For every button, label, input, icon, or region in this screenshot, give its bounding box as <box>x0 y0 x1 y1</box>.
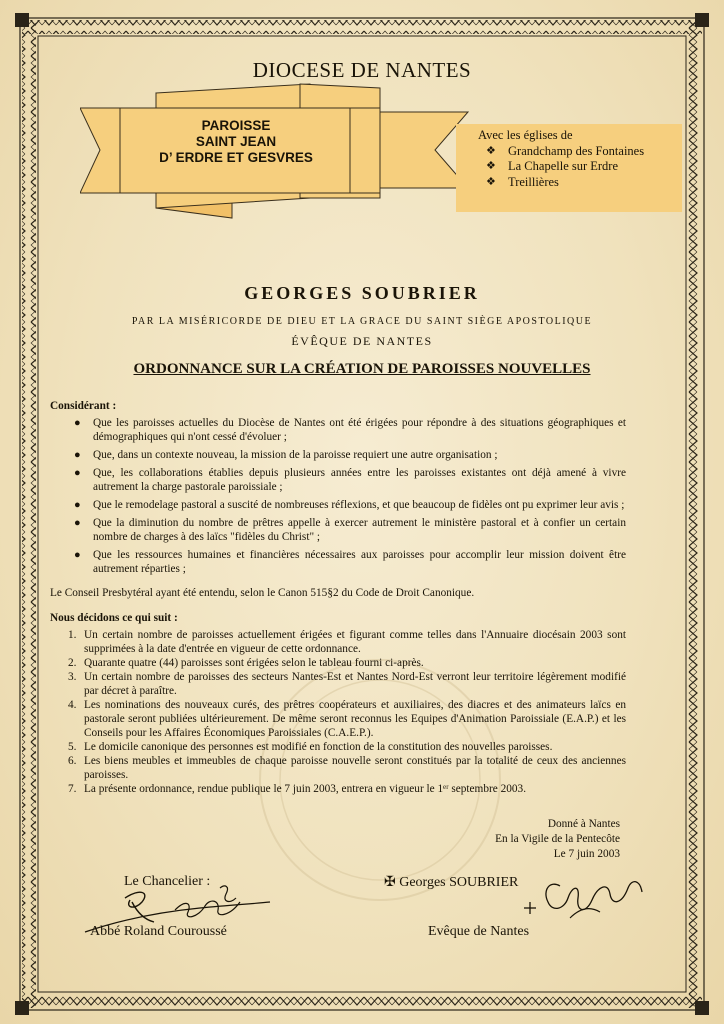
closing-line: Le 7 juin 2003 <box>553 848 620 860</box>
church-name: Grandchamp des Fontaines <box>508 143 645 158</box>
decision-item <box>50 628 626 656</box>
decision-item <box>50 754 626 782</box>
decision-number: 6. <box>68 755 77 767</box>
church-item <box>486 159 682 175</box>
consideration-text: Que le remodelage pastoral a suscité de nombreuses réflexions, et que beaucoup de fidèles ont pu exprimer leur avis ; <box>93 499 625 511</box>
bullet-icon: ● <box>74 499 81 511</box>
considerations-list <box>50 416 626 576</box>
church-name: La Chapelle sur Erdre <box>508 159 619 173</box>
bullet-icon: ● <box>74 417 81 429</box>
diamond-cluster-icon: ❖ <box>486 175 496 188</box>
churches-list <box>456 144 682 191</box>
parish-line: D’ ERDRE ET GESVRES <box>159 150 313 165</box>
bishop-subtitle: PAR LA MISÉRICORDE DE DIEU ET LA GRACE DU SAINT SIÈGE APOSTOLIQUE <box>131 316 593 327</box>
decision-number: 4. <box>68 699 77 711</box>
decision-item <box>50 670 626 698</box>
considerant-label: Considérant : <box>50 400 117 412</box>
decision-item <box>50 698 626 740</box>
parish-line: PAROISSE <box>201 118 271 133</box>
decision-text: Les nominations des nouveaux curés, des prêtres coopérateurs et auxiliaires, des diacres et des animateurs laïcs en pastorale seront publiées ultérieurement. De même seront reconnus les Equipes d'Animation Paroissiale (E.A.P.) et les Conseils pour les Affaires Économiques Paroissiales (C.A.E.P.). <box>84 699 626 739</box>
church-item <box>486 144 682 160</box>
consideration-item <box>50 516 626 544</box>
decision-number: 5. <box>68 741 77 753</box>
consideration-item <box>50 548 626 576</box>
consideration-text: Que, les collaborations établies depuis plusieurs années entre les paroisses existantes ont déjà amené à vivre autrement la charge pastorale paroissiale ; <box>93 467 626 493</box>
bishop-signature-label: ✠ Georges SOUBRIER <box>384 875 519 890</box>
bullet-icon: ● <box>74 517 81 529</box>
church-item <box>486 175 682 191</box>
consideration-item <box>50 498 626 512</box>
churches-heading: Avec les églises de <box>478 128 573 142</box>
chancelier-signature <box>80 880 280 940</box>
decision-number: 3. <box>68 671 77 683</box>
closing-block <box>495 817 620 862</box>
churches-box <box>456 124 682 212</box>
bullet-icon: ● <box>74 449 81 461</box>
consideration-text: Que la diminution du nombre de prêtres appelle à exercer autrement le ministère pastoral et à confier un certain nombre de charges à des laïcs "fidèles du Christ" ; <box>93 517 626 543</box>
consideration-item <box>50 466 626 494</box>
decision-text: La présente ordonnance, rendue publique le 7 juin 2003, entrera en vigueur le 1ᵉʳ septembre 2003. <box>84 783 527 795</box>
church-name: Treillières <box>508 174 559 189</box>
ordonnance-title: ORDONNANCE SUR LA CRÉATION DE PAROISSES NOUVELLES <box>133 361 591 377</box>
diamond-cluster-icon: ❖ <box>486 144 496 157</box>
decision-text: Les biens meubles et immeubles de chaque paroisse nouvelle seront constitués par la totalité de ceux des anciennes paroisses. <box>84 755 626 781</box>
consideration-text: Que les paroisses actuelles du Diocèse de Nantes ont été érigées pour répondre à des situations géographiques et démographiques qui n'ont cessé d'évoluer ; <box>93 417 626 443</box>
decision-item <box>50 656 626 670</box>
bishop-name: GEORGES SOUBRIER <box>244 283 480 303</box>
closing-line: En la Vigile de la Pentecôte <box>495 833 620 845</box>
diamond-cluster-icon: ❖ <box>486 160 496 172</box>
consideration-item <box>50 448 626 462</box>
decidons-label: Nous décidons ce qui suit : <box>50 612 178 624</box>
bullet-icon: ● <box>74 549 81 561</box>
decision-text: Le domicile canonique des personnes est modifié en fonction de la constitution des nouvelles paroisses. <box>84 741 553 753</box>
decision-text: Un certain nombre de paroisses des secteurs Nantes-Est et Nantes Nord-Est verront leur territoire légèrement modifié par décret à paraître. <box>84 671 626 697</box>
chancelier-label: Le Chancelier : <box>124 874 211 889</box>
decision-number: 1. <box>68 629 77 641</box>
consideration-item <box>50 416 626 444</box>
decision-number: 2. <box>68 657 77 669</box>
consideration-text: Que les ressources humaines et financières nécessaires aux paroisses pour accomplir leur mission doivent être autrement réparties ; <box>93 549 626 575</box>
cross-icon <box>524 902 536 914</box>
closing-line: Donné à Nantes <box>547 818 620 830</box>
decision-text: Un certain nombre de paroisses actuellement érigées et figurant comme telles dans l'Annuaire diocésain 2003 sont supprimées à la date d'entrée en vigueur de cette ordonnance. <box>84 629 626 655</box>
decision-item <box>50 740 626 754</box>
chancelier-name: Abbé Roland Couroussé <box>90 924 227 939</box>
consideration-text: Que, dans un contexte nouveau, la mission de la paroisse requiert une autre organisation ; <box>93 449 498 461</box>
parish-name <box>126 118 346 166</box>
ordonnance-body <box>50 399 626 796</box>
diocese-title: DIOCESE DE NANTES <box>252 58 472 82</box>
bishop-signature <box>520 868 650 928</box>
bullet-icon: ● <box>74 467 81 479</box>
parish-line: SAINT JEAN <box>195 134 277 149</box>
bishop-title: Evêque de Nantes <box>428 924 530 939</box>
conseil-paragraph: Le Conseil Presbytéral ayant été entendu, selon le Canon 515§2 du Code de Droit Canonique. <box>50 587 475 599</box>
decisions-list <box>50 628 626 796</box>
decision-text: Quarante quatre (44) paroisses sont érigées selon le tableau fourni ci-après. <box>84 657 424 669</box>
decision-number: 7. <box>68 783 77 795</box>
bishop-role: ÉVÊQUE DE NANTES <box>291 334 433 348</box>
decision-item <box>50 782 626 796</box>
